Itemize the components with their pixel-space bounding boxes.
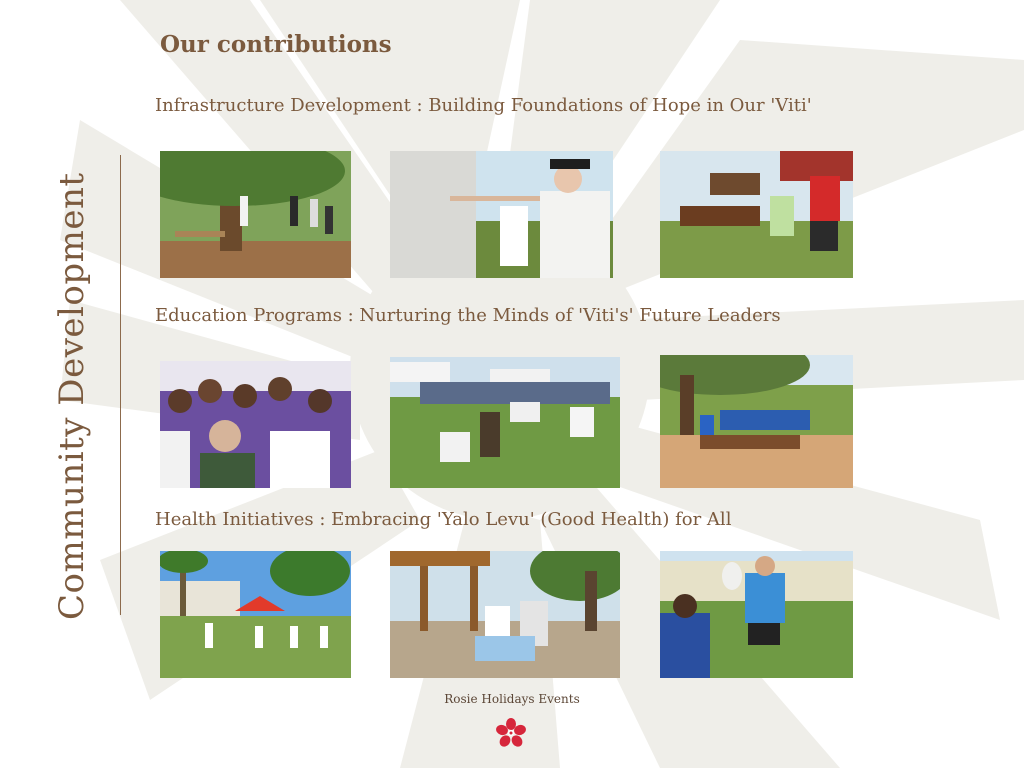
vertical-divider (120, 155, 121, 615)
photo-field-exercise (160, 551, 351, 678)
photo-building-benches (660, 151, 853, 278)
photo-workers-under-tree (160, 151, 351, 278)
footer-brand: Rosie Holidays Events (444, 692, 580, 706)
photo-schoolchildren-group (160, 361, 351, 488)
section-heading-education: Education Programs : Nurturing the Minds of 'Viti's' Future Leaders (155, 305, 781, 326)
photo-health-checkup (390, 551, 620, 678)
section-heading-health: Health Initiatives : Embracing 'Yalo Levu' (Good Health) for All (155, 509, 732, 530)
photo-woman-painting-wall (390, 151, 613, 278)
photo-kids-on-benches (660, 355, 853, 488)
photo-rugby-coaching (660, 551, 853, 678)
photo-outdoor-desks (390, 357, 620, 488)
hibiscus-logo-icon (496, 718, 526, 748)
section-heading-infrastructure: Infrastructure Development : Building Foundations of Hope in Our 'Viti' (155, 95, 812, 116)
vertical-section-title: Community Development (52, 172, 92, 620)
page-title: Our contributions (160, 31, 392, 58)
